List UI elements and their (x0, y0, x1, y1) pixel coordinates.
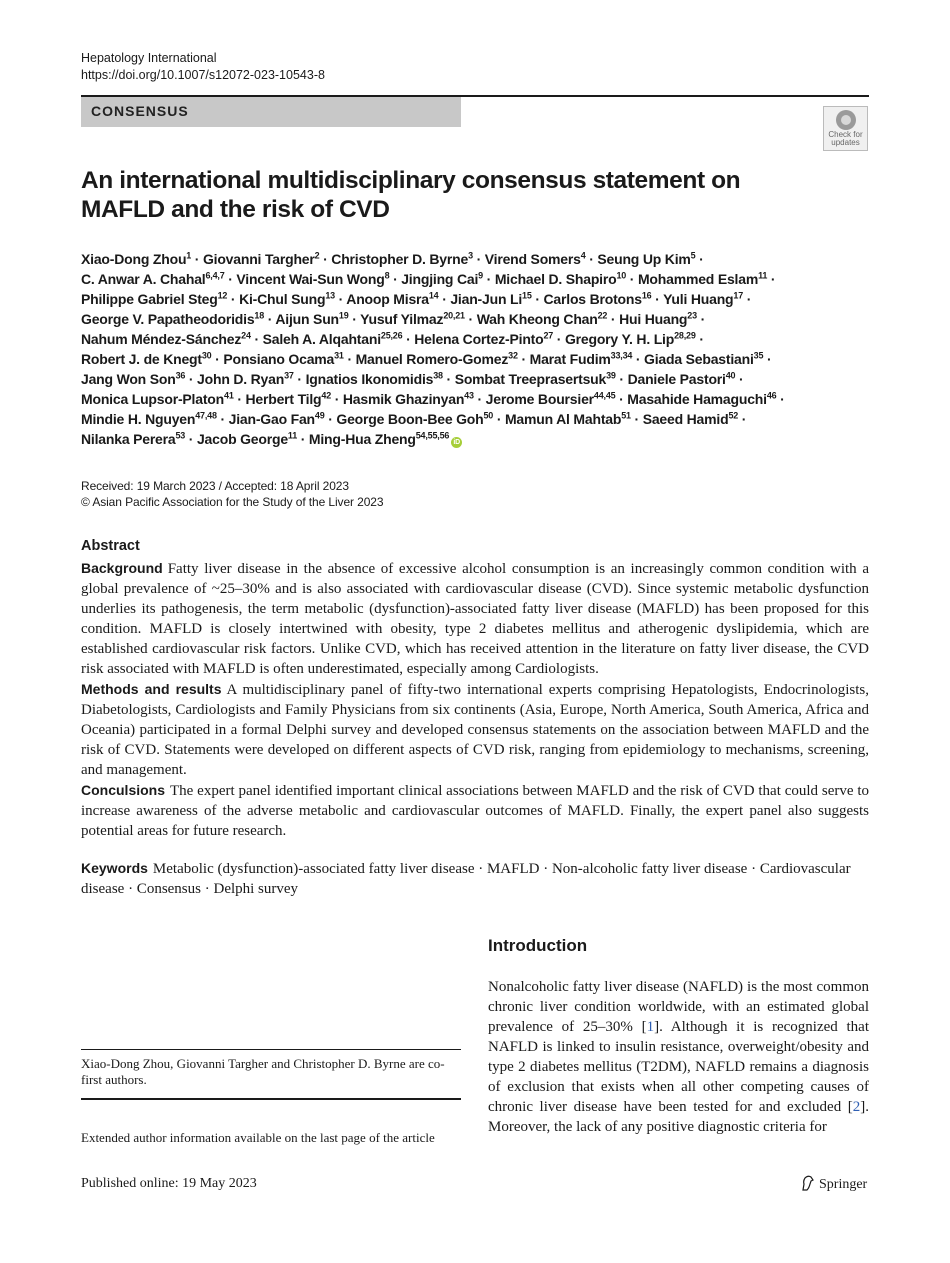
author-separator: · (482, 271, 495, 287)
author-separator: · (767, 271, 776, 287)
footnote-rule-bottom (81, 1098, 461, 1100)
affiliation-marker: 27 (543, 330, 554, 341)
author-name[interactable]: Jian-Gao Fan (228, 411, 315, 427)
author-name[interactable]: Helena Cortez-Pinto (414, 331, 544, 347)
affiliation-marker: 37 (284, 370, 294, 381)
affiliation-marker: 11 (287, 430, 298, 441)
author-list (81, 249, 881, 449)
author-separator: · (695, 251, 704, 267)
affiliation-marker: 8 (384, 270, 390, 281)
author-separator: · (738, 411, 747, 427)
affiliation-marker: 22 (597, 310, 608, 321)
author-separator: · (331, 391, 343, 407)
footnote-rule-top (81, 1049, 461, 1050)
received-accepted-dates: Received: 19 March 2023 / Accepted: 18 April 2023 (81, 479, 349, 493)
author-separator: · (185, 431, 197, 447)
affiliation-marker: 18 (254, 310, 265, 321)
affiliation-marker: 38 (433, 370, 443, 381)
author-separator: · (442, 371, 455, 387)
affiliation-marker: 12 (217, 290, 228, 301)
author-separator: · (472, 251, 485, 267)
check-for-updates-badge[interactable] (823, 106, 868, 151)
doi-link[interactable]: https://doi.org/10.1007/s12072-023-10543-8 (81, 68, 325, 82)
author-name[interactable]: Giada Sebastiani (644, 351, 754, 367)
publisher-name: Springer (819, 1177, 868, 1192)
introduction-heading: Introduction (488, 936, 588, 955)
affiliation-marker: 47,48 (195, 410, 217, 421)
article-dates (81, 478, 383, 510)
author-name[interactable]: Wah Kheong Chan (476, 311, 598, 327)
affiliation-marker: 54,55,56 (415, 430, 450, 441)
author-line (81, 289, 881, 309)
affiliation-marker: 17 (733, 290, 744, 301)
orcid-icon[interactable]: iD (451, 437, 462, 448)
author-separator: · (438, 291, 451, 307)
author-name[interactable]: Manuel Romero-Gomez (355, 351, 509, 367)
author-separator: · (233, 391, 246, 407)
author-separator: · (517, 351, 530, 367)
introduction-paragraph (488, 977, 869, 1137)
author-separator: · (293, 371, 306, 387)
affiliation-marker: 3 (468, 250, 473, 261)
author-separator: · (334, 291, 347, 307)
author-name[interactable]: Ki-Chul Sung (239, 291, 326, 307)
author-name[interactable]: Carlos Brotons (543, 291, 642, 307)
affiliation-marker: 42 (321, 390, 332, 401)
abstract-conclusions (81, 780, 869, 841)
affiliation-marker: 14 (428, 290, 439, 301)
keywords-text: Metabolic (dysfunction)-associated fatty liver disease · MAFLD · Non-alcoholic fatty liver disease · Cardiovascular disease · Consensus · Delphi survey (81, 861, 851, 897)
author-name[interactable]: Philippe Gabriel Steg (81, 291, 218, 307)
author-name[interactable]: Michael D. Shapiro (494, 271, 617, 287)
conclusions-label: Conculsions (81, 782, 166, 798)
author-name[interactable]: Mamun Al Mahtab (504, 411, 622, 427)
author-separator: · (651, 291, 664, 307)
affiliation-marker: 10 (616, 270, 627, 281)
methods-label: Methods and results (81, 681, 222, 697)
author-name[interactable]: John D. Ryan (197, 371, 285, 387)
author-name[interactable]: Seung Up Kim (597, 251, 691, 267)
author-name[interactable]: Masahide Hamaguchi (627, 391, 767, 407)
author-name[interactable]: Yuli Huang (663, 291, 734, 307)
author-separator: · (626, 271, 638, 287)
author-name[interactable]: Xiao-Dong Zhou (81, 251, 187, 267)
author-name[interactable]: Monica Lupsor-Platon (81, 391, 225, 407)
author-name[interactable]: Mindie H. Nguyen (81, 411, 196, 427)
affiliation-marker: 43 (464, 390, 474, 401)
author-name[interactable]: Jang Won Son (81, 371, 176, 387)
author-separator: · (324, 411, 337, 427)
author-separator: · (630, 411, 643, 427)
author-name[interactable]: Sombat Treeprasertsuk (454, 371, 607, 387)
author-separator: · (615, 371, 628, 387)
affiliation-marker: 50 (483, 410, 494, 421)
author-line (81, 389, 881, 409)
author-name[interactable]: Daniele Pastori (627, 371, 726, 387)
affiliation-marker: 49 (314, 410, 325, 421)
extended-author-info: Extended author information available on the last page of the article (81, 1130, 435, 1145)
author-name[interactable]: George V. Papatheodoridis (81, 311, 255, 327)
author-separator: · (632, 351, 645, 367)
section-label: CONSENSUS (91, 103, 189, 119)
abstract-background (81, 558, 869, 679)
check-updates-icon (836, 110, 856, 130)
affiliation-marker: 4 (580, 250, 586, 261)
author-name[interactable]: Jerome Boursier (485, 391, 594, 407)
affiliation-marker: 19 (338, 310, 349, 321)
author-separator: · (464, 311, 477, 327)
section-bar (81, 97, 461, 127)
author-separator: · (319, 251, 332, 267)
affiliation-marker: 41 (224, 390, 234, 401)
intro-text-b: ]. Although it is recognized that NAFLD is linked to insulin resistance, overweight/obesity and type 2 diabetes mellitus (T2DM), NAFLD remains a diagnosis of exclusion that exists when all other competing causes of chronic liver disease have been tested for and excluded [ (488, 1019, 870, 1115)
author-line (81, 269, 881, 289)
affiliation-marker: 52 (728, 410, 739, 421)
journal-name: Hepatology International (81, 51, 217, 65)
affiliation-marker: 46 (766, 390, 777, 401)
author-separator: · (402, 331, 415, 347)
author-name[interactable]: Anoop Misra (346, 291, 429, 307)
author-separator: · (493, 411, 505, 427)
affiliation-marker: 32 (508, 350, 518, 361)
intro-text-a: Nonalcoholic fatty liver disease (NAFLD) is the most common chronic liver condition worldwide, with an estimated global prevalence of 25–30% [ (488, 979, 869, 1035)
affiliation-marker: 28,29 (674, 330, 696, 341)
affiliation-marker: 36 (175, 370, 186, 381)
abstract-methods (81, 679, 869, 780)
author-name[interactable]: Virend Somers (484, 251, 581, 267)
author-name[interactable]: Ming-Hua Zheng (308, 431, 416, 447)
check-updates-label: Check for updates (828, 130, 863, 147)
author-separator: · (211, 351, 224, 367)
journal-header (81, 50, 325, 84)
keywords-label: Keywords (81, 860, 148, 876)
author-separator: · (264, 311, 276, 327)
author-name[interactable]: Saleh A. Alqahtani (262, 331, 381, 347)
affiliation-marker: 25,26 (380, 330, 403, 341)
affiliation-marker: 20,21 (443, 310, 465, 321)
author-separator: · (297, 431, 309, 447)
author-separator: · (216, 411, 229, 427)
author-name[interactable]: Saeed Hamid (642, 411, 729, 427)
methods-text: A multidisciplinary panel of fifty-two international experts comprising Hepatologists, Endocrinologists, Diabetologists, Cardiologists and Family Physicians from six continents (Asia, Europe, North America, South America, Africa and Oceania) participated in a formal Delphi survey and developed consensus statements on the association between MAFLD and the risk of CVD. Statements were developed on different aspects of CVD risk, ranging from epidemiology to mechanisms, screening, and management. (81, 682, 869, 778)
abstract-body (81, 558, 869, 841)
affiliation-marker: 24 (241, 330, 251, 341)
author-separator: · (224, 271, 237, 287)
author-separator: · (695, 331, 704, 347)
affiliation-marker: 30 (201, 350, 212, 361)
citation-link-1[interactable]: 1 (646, 1019, 655, 1035)
author-line (81, 349, 881, 369)
author-name[interactable]: Vincent Wai-Sun Wong (236, 271, 385, 287)
article-title: An international multidisciplinary consensus statement on MAFLD and the risk of CVD (81, 167, 741, 223)
author-separator: · (473, 391, 486, 407)
author-name[interactable]: C. Anwar A. Chahal (81, 271, 206, 287)
background-label: Background (81, 560, 163, 576)
author-name[interactable]: Hui Huang (619, 311, 688, 327)
affiliation-marker: 9 (478, 270, 483, 281)
author-name[interactable]: Herbert Tilg (245, 391, 322, 407)
author-separator: · (185, 371, 198, 387)
author-name[interactable]: Nahum Méndez-Sánchez (81, 331, 242, 347)
affiliation-marker: 6,4,7 (205, 270, 225, 281)
affiliation-marker: 5 (690, 250, 696, 261)
background-text: Fatty liver disease in the absence of excessive alcohol consumption is an increasingly common condition with a global prevalence of ~25–30% and is also associated with cardiovascular disease (CVD). Since systemic metabolic dysfunction underlies its pathogenesis, the term metabolic (dysfunction)-associated fatty liver disease (MAFLD) has been proposed for this condition. MAFLD is closely intertwined with obesity, type 2 diabetes mellitus and atherogenic dyslipidemia, which are established cardiovascular risk factors. Unlike CVD, which has received attention in the literature on fatty liver disease, the CVD risk associated with MAFLD is often underestimated, especially among Cardiologists. (81, 561, 869, 677)
affiliation-marker: 40 (725, 370, 736, 381)
author-separator: · (348, 311, 361, 327)
author-separator: · (743, 291, 752, 307)
affiliation-marker: 35 (753, 350, 764, 361)
author-separator: · (343, 351, 356, 367)
intro-text-c: ]. Moreover, the lack of any positive diagnostic criteria for (488, 1099, 869, 1135)
affiliation-marker: 31 (334, 350, 344, 361)
author-name[interactable]: Robert J. de Knegt (81, 351, 202, 367)
author-name[interactable]: George Boon-Bee Goh (336, 411, 484, 427)
author-name[interactable]: Marat Fudim (529, 351, 611, 367)
keywords (81, 858, 869, 899)
author-line (81, 309, 881, 329)
published-date: Published online: 19 May 2023 (81, 1176, 257, 1191)
author-separator: · (735, 371, 744, 387)
author-separator: · (696, 311, 706, 327)
author-name[interactable]: Ponsiano Ocama (223, 351, 335, 367)
author-separator: · (607, 311, 620, 327)
author-name[interactable]: Ignatios Ikonomidis (305, 371, 434, 387)
citation-link-2[interactable]: 2 (852, 1099, 861, 1115)
co-first-author-footnote: Xiao-Dong Zhou, Giovanni Targher and Christopher D. Byrne are co-first authors. (81, 1056, 445, 1087)
author-separator: · (776, 391, 785, 407)
author-name[interactable]: Nilanka Perera (81, 431, 176, 447)
author-name[interactable]: Christopher D. Byrne (331, 251, 469, 267)
springer-horse-icon (800, 1175, 815, 1191)
author-line (81, 409, 881, 429)
affiliation-marker: 1 (186, 250, 192, 261)
author-name[interactable]: Jian-Jun Li (450, 291, 523, 307)
author-separator: · (531, 291, 544, 307)
author-line (81, 429, 881, 449)
author-separator: · (227, 291, 240, 307)
author-line (81, 249, 881, 269)
affiliation-marker: 53 (175, 430, 186, 441)
author-line (81, 369, 881, 389)
affiliation-marker: 39 (606, 370, 616, 381)
affiliation-marker: 33,34 (610, 350, 633, 361)
author-name[interactable]: Yusuf Yilmaz (360, 311, 444, 327)
author-name[interactable]: Jacob George (196, 431, 288, 447)
author-name[interactable]: Aijun Sun (275, 311, 339, 327)
conclusions-text: The expert panel identified important clinical associations between MAFLD and the risk of CVD that could serve to increase awareness of the adverse metabolic and cardiovascular outcomes of MAFLD. Finally, the expert panel also suggests potential areas for future research. (81, 783, 869, 839)
author-line (81, 329, 881, 349)
copyright-notice: © Asian Pacific Association for the Study of the Liver 2023 (81, 495, 384, 509)
author-separator: · (763, 351, 772, 367)
author-name[interactable]: Jingjing Cai (401, 271, 479, 287)
publisher-logo (800, 1175, 867, 1193)
author-separator: · (191, 251, 203, 267)
author-separator: · (250, 331, 263, 347)
affiliation-marker: 15 (522, 290, 532, 301)
affiliation-marker: 23 (687, 310, 697, 321)
affiliation-marker: 2 (314, 250, 320, 261)
abstract-heading: Abstract (81, 538, 140, 554)
affiliation-marker: 51 (621, 410, 631, 421)
affiliation-marker: 13 (325, 290, 335, 301)
author-name[interactable]: Giovanni Targher (202, 251, 315, 267)
author-separator: · (389, 271, 402, 287)
author-separator: · (615, 391, 628, 407)
introduction-body (488, 977, 869, 1137)
author-separator: · (585, 251, 598, 267)
affiliation-marker: 44,45 (593, 390, 616, 401)
author-separator: · (553, 331, 565, 347)
author-name[interactable]: Mohammed Eslam (637, 271, 759, 287)
author-name[interactable]: Hasmik Ghazinyan (342, 391, 465, 407)
affiliation-marker: 11 (758, 270, 768, 281)
author-name[interactable]: Gregory Y. H. Lip (564, 331, 675, 347)
affiliation-marker: 16 (641, 290, 652, 301)
